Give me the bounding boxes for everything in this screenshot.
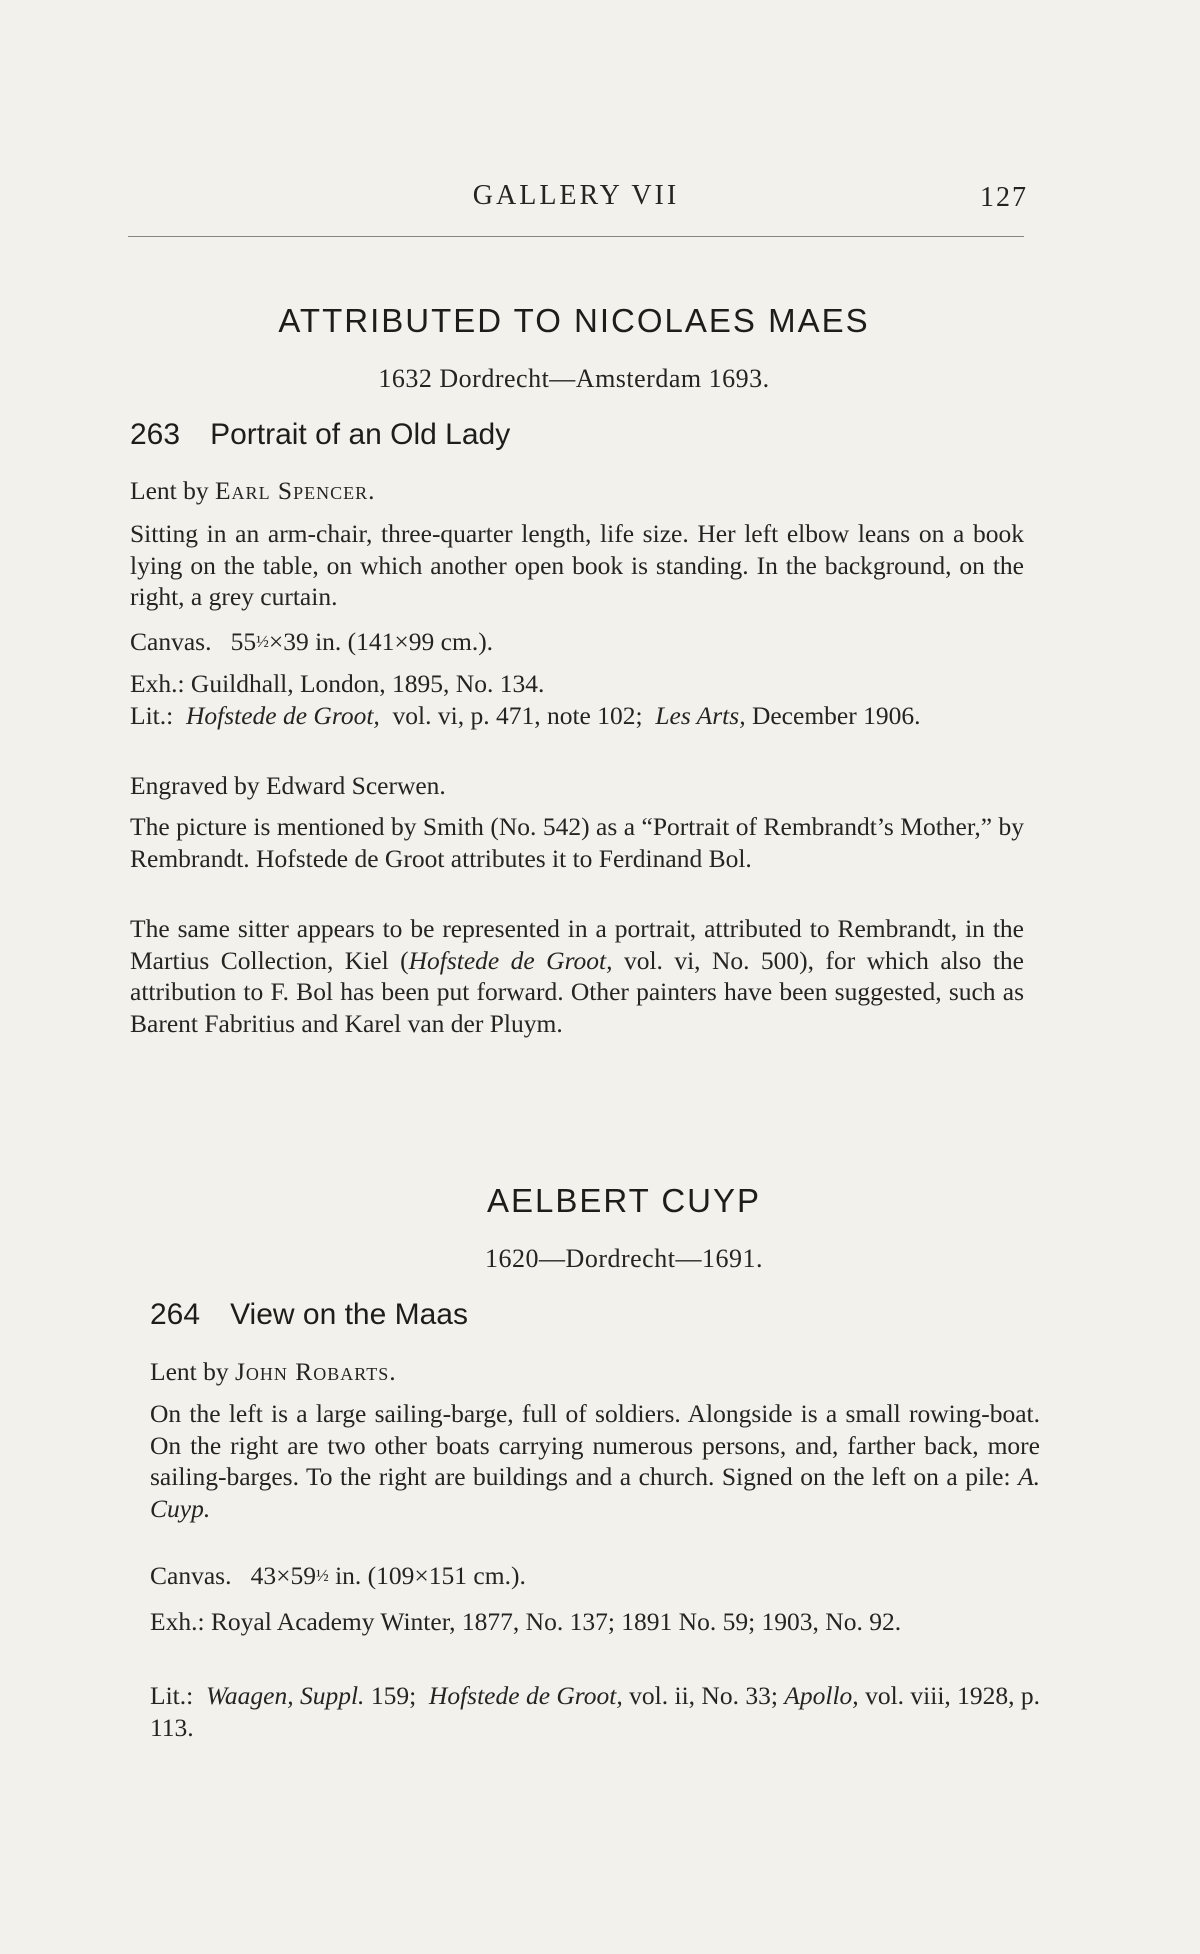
- lender-line: [150, 1356, 1040, 1388]
- lender-line: [130, 475, 1024, 507]
- running-title: GALLERY VII: [472, 180, 680, 211]
- signature: A. Cuyp.: [150, 1462, 1041, 1523]
- painting-title: Portrait of an Old Lady: [210, 418, 511, 451]
- lender-name: John Robarts.: [234, 1357, 397, 1386]
- lent-prefix: Lent by: [150, 1357, 229, 1386]
- note-text: vol. vi, No. 500), for which also the attribution to F. Bol has been put forward. Other painters have been suggested, such as Barent Fabritius and Karel van der Pluym.: [130, 945, 1024, 1038]
- attribution-note: [130, 913, 1024, 1039]
- lit-reference: vol. vi, p. 471, note 102;: [392, 701, 643, 730]
- canvas-dimensions: [150, 1560, 1040, 1592]
- canvas-dimensions: [130, 626, 1024, 658]
- description: Sitting in an arm-chair, three-quarter length, life size. Her left elbow leans on a book lying on the table, on which another open book is standing. In the background, on the right, a grey curtain.: [130, 519, 1024, 611]
- literature-line: [130, 700, 1024, 732]
- description-text: On the left is a large sailing-barge, full of soldiers. Alongside is a small rowing-boat. On the right are two other boats carrying numerous persons, and, farther back, more sailing-barges. To the right are buildings and a church. Signed on the left on a pile:: [150, 1399, 1040, 1491]
- lit-author: Hofstede de Groot,: [428, 1681, 623, 1710]
- lit-author: Waagen, Suppl.: [205, 1681, 365, 1710]
- entry-heading: [130, 418, 510, 452]
- note-author: Hofstede de Groot,: [408, 945, 613, 975]
- lit-reference: December 1906.: [751, 701, 921, 730]
- engraved-line: Engraved by Edward Scerwen.: [130, 771, 446, 800]
- catalogue-number: 263: [130, 418, 181, 451]
- artist-dates: 1632 Dordrecht—Amsterdam 1693.: [378, 364, 770, 393]
- artist-heading: ATTRIBUTED TO NICOLAES MAES: [278, 302, 870, 339]
- note-text: The same sitter appears to be represented in a portrait, attributed to Rembrandt, in the Martius Collection, Kiel (: [130, 914, 1024, 975]
- lender-name: Earl Spencer.: [214, 476, 376, 505]
- lit-author: Hofstede de Groot,: [185, 701, 380, 730]
- lit-label: Lit.:: [150, 1681, 194, 1710]
- canvas-inches-fraction: ½: [315, 1566, 329, 1585]
- lit-reference: 159;: [370, 1681, 417, 1710]
- lit-reference: vol. ii, No. 33;: [629, 1681, 778, 1710]
- canvas-label: Canvas.: [130, 627, 212, 656]
- provenance-note: The picture is mentioned by Smith (No. 542) as a “Portrait of Rembrandt’s Mother,” by Rembrandt. Hofstede de Groot attributes it to Ferdinand Bol.: [130, 812, 1024, 873]
- canvas-rest: ×39 in. (141×99 cm.).: [268, 627, 494, 656]
- canvas-label: Canvas.: [150, 1561, 232, 1590]
- artist-dates: 1620—Dordrecht—1691.: [485, 1244, 763, 1273]
- canvas-inches-fraction: ½: [256, 632, 269, 651]
- canvas-rest: in. (109×151 cm.).: [335, 1561, 526, 1590]
- header-rule: [128, 236, 1024, 237]
- catalogue-number: 264: [150, 1298, 201, 1331]
- entry-heading: [150, 1298, 468, 1332]
- lit-label: Lit.:: [130, 701, 174, 730]
- exhibition-line: Exh.: Royal Academy Winter, 1877, No. 137; 1891 No. 59; 1903, No. 92.: [150, 1607, 902, 1636]
- exhibition-line: Exh.: Guildhall, London, 1895, No. 134.: [130, 669, 545, 698]
- literature-line: [150, 1680, 1040, 1743]
- running-head: [128, 180, 1028, 220]
- painting-title: View on the Maas: [230, 1298, 468, 1331]
- lit-reference: vol. viii, 1928, p. 113.: [150, 1681, 1041, 1742]
- canvas-inches-whole: 55: [230, 627, 257, 656]
- lent-prefix: Lent by: [130, 476, 209, 505]
- lit-author: Les Arts,: [655, 701, 746, 730]
- description: [150, 1398, 1040, 1524]
- artist-heading: AELBERT CUYP: [486, 1182, 762, 1219]
- page-number: 127: [980, 182, 1028, 213]
- canvas-inches-whole: 43×59: [250, 1561, 316, 1590]
- lit-author: Apollo,: [784, 1681, 859, 1710]
